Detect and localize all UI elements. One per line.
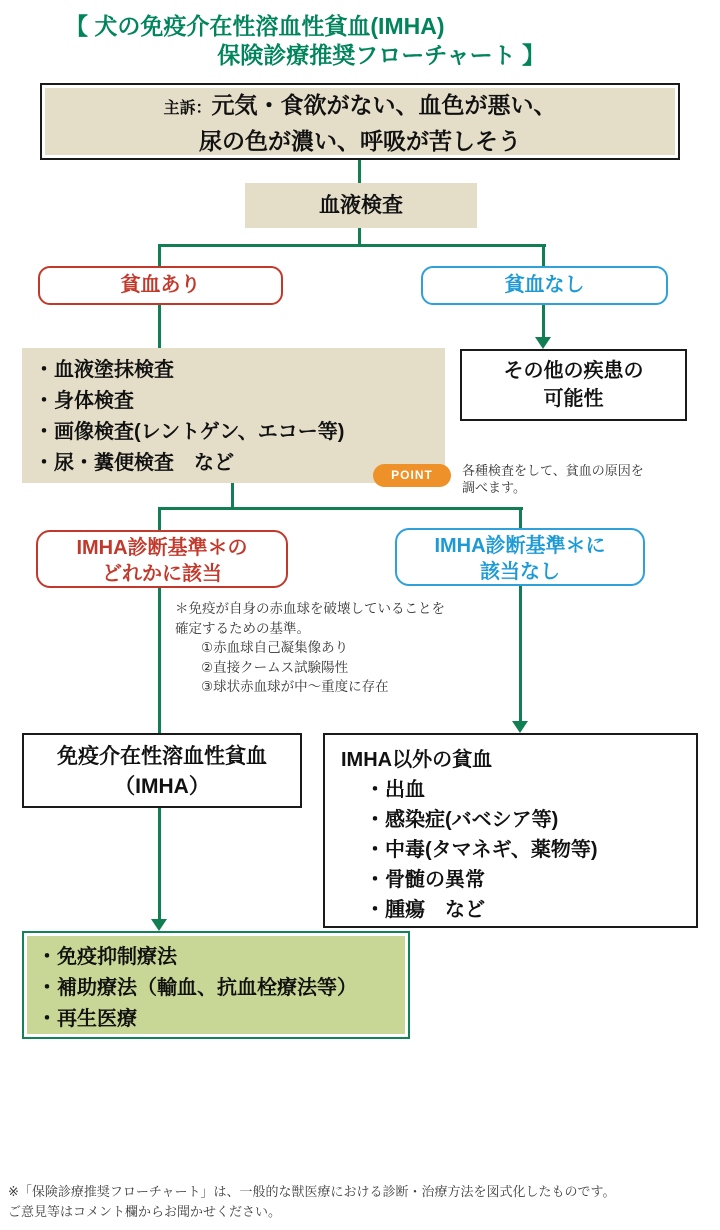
- page-title: [65, 12, 545, 70]
- treatment-item: ・再生医療: [37, 1008, 137, 1030]
- chief-complaint-line1: 主訴：元気・食欲がない、血色が悪い、: [163, 92, 557, 118]
- chief-complaint-label: 主訴：: [163, 100, 212, 117]
- anemia-absent-box: 貧血なし: [421, 266, 668, 305]
- chief-complaint-line2: 尿の色が濃い、呼吸が苦しそう: [199, 128, 521, 154]
- footer-note: ※「保険診療推奨フローチャート」は、一般的な獣医療における診断・治療方法を図式化したものです。 ご意見等はコメント欄からお聞かせください。: [8, 1184, 616, 1219]
- chief-complaint-box: [40, 83, 680, 160]
- connector-branch1-horizontal: [158, 244, 546, 247]
- treatment-box: [22, 931, 410, 1039]
- page-title-line2: 保険診療推奨フローチャート 】: [217, 42, 545, 68]
- non-imha-item: ・中毒(タマネギ、薬物等): [365, 839, 598, 861]
- non-imha-item: ・出血: [365, 779, 425, 801]
- connector-tests-down: [231, 483, 234, 510]
- non-imha-anemia-box: [323, 733, 698, 928]
- other-disease-box: その他の疾患の 可能性: [460, 349, 687, 421]
- test-item: ・尿・糞便検査 など: [34, 452, 234, 474]
- arrowhead-to-treatment: [151, 919, 167, 931]
- connector-complaint-to-bloodtest: [358, 159, 361, 185]
- non-imha-item: ・骨髄の異常: [365, 869, 485, 891]
- test-item: ・画像検査(レントゲン、エコー等): [34, 421, 345, 443]
- point-note: 各種検査をして、貧血の原因を 調べます。: [462, 463, 644, 495]
- connector-imha-to-treatment: [158, 808, 161, 920]
- non-imha-title: IMHA以外の貧血: [341, 749, 493, 771]
- imha-criteria-nomatch-box: IMHA診断基準＊に 該当なし: [395, 528, 645, 586]
- criteria-note: ＊免疫が自身の赤血球を破壊していることを 確定するための基準。 ①赤血球自己凝集像あり ②直接クームス試験陽性 ③球状赤血球が中～重度に存在: [175, 601, 445, 694]
- connector-branch2-horizontal: [158, 507, 523, 510]
- arrowhead-to-non-imha: [512, 721, 528, 733]
- imha-diagnosis-box: 免疫介在性溶血性貧血 （IMHA）: [22, 733, 302, 808]
- tests-list-box: [22, 348, 445, 483]
- non-imha-item: ・腫瘍 など: [365, 899, 485, 921]
- page-title-line1: 【 犬の免疫介在性溶血性貧血(IMHA): [65, 13, 445, 39]
- anemia-present-box: 貧血あり: [38, 266, 283, 305]
- test-item: ・身体検査: [34, 390, 134, 412]
- imha-criteria-match-box: IMHA診断基準＊の どれかに該当: [36, 530, 288, 588]
- treatment-item: ・補助療法（輸血、抗血栓療法等）: [37, 977, 357, 999]
- test-item: ・血液塗抹検査: [34, 359, 174, 381]
- treatment-item: ・免疫抑制療法: [37, 946, 177, 968]
- blood-test-box: 血液検査: [245, 183, 477, 228]
- non-imha-item: ・感染症(バベシア等): [365, 809, 559, 831]
- point-badge: POINT: [373, 464, 451, 487]
- arrowhead-to-other-disease: [535, 337, 551, 349]
